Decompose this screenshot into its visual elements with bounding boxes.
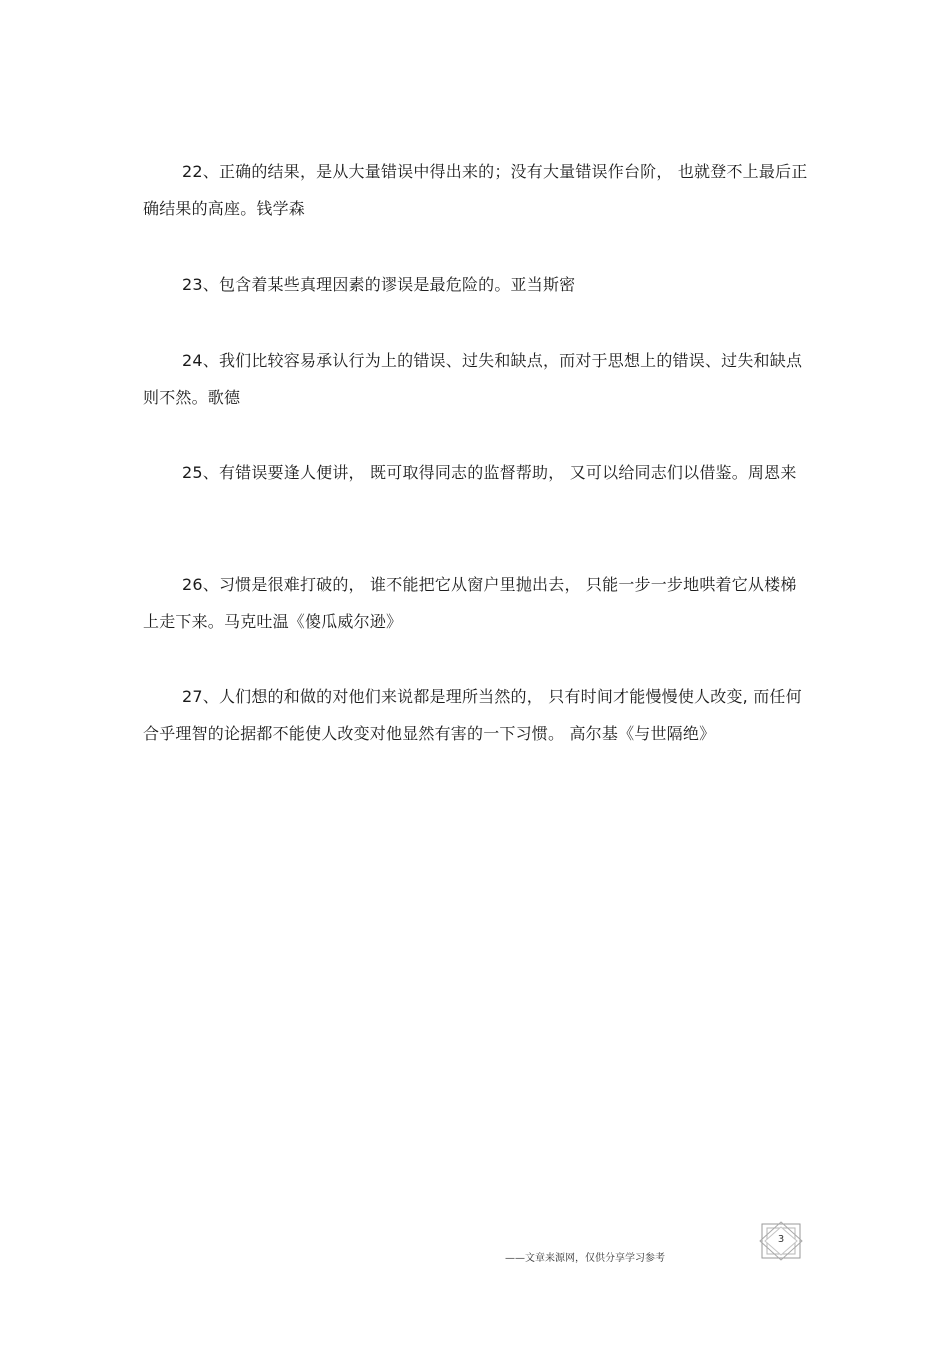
quote-24: 24、我们比较容易承认行为上的错误、过失和缺点，而对于思想上的错误、过失和缺点则不然。歌德 [143, 351, 803, 407]
quote-26: 26、习惯是很难打破的， 谁不能把它从窗户里抛出去， 只能一步一步地哄着它从楼梯上走下来。马克吐温《傻瓜威尔逊》 [143, 575, 797, 631]
footer-source-note: ——文章来源网，仅供分享学习参考 [505, 1253, 665, 1264]
page-number-badge [758, 1221, 804, 1261]
quote-23: 23、包含着某些真理因素的谬误是最危险的。亚当斯密 [182, 275, 576, 294]
page-number: 3 [777, 1234, 785, 1245]
quote-25: 25、有错误要逢人便讲， 既可取得同志的监督帮助， 又可以给同志们以借鉴。周恩来 [182, 463, 797, 482]
quote-22: 22、正确的结果，是从大量错误中得出来的；没有大量错误作台阶， 也就登不上最后正确结果的高座。钱学森 [143, 162, 808, 218]
quote-27: 27、人们想的和做的对他们来说都是理所当然的， 只有时间才能慢慢使人改变, 而任何合乎理智的论据都不能使人改变对他显然有害的一下习惯。 高尔基《与世隔绝》 [143, 687, 802, 743]
